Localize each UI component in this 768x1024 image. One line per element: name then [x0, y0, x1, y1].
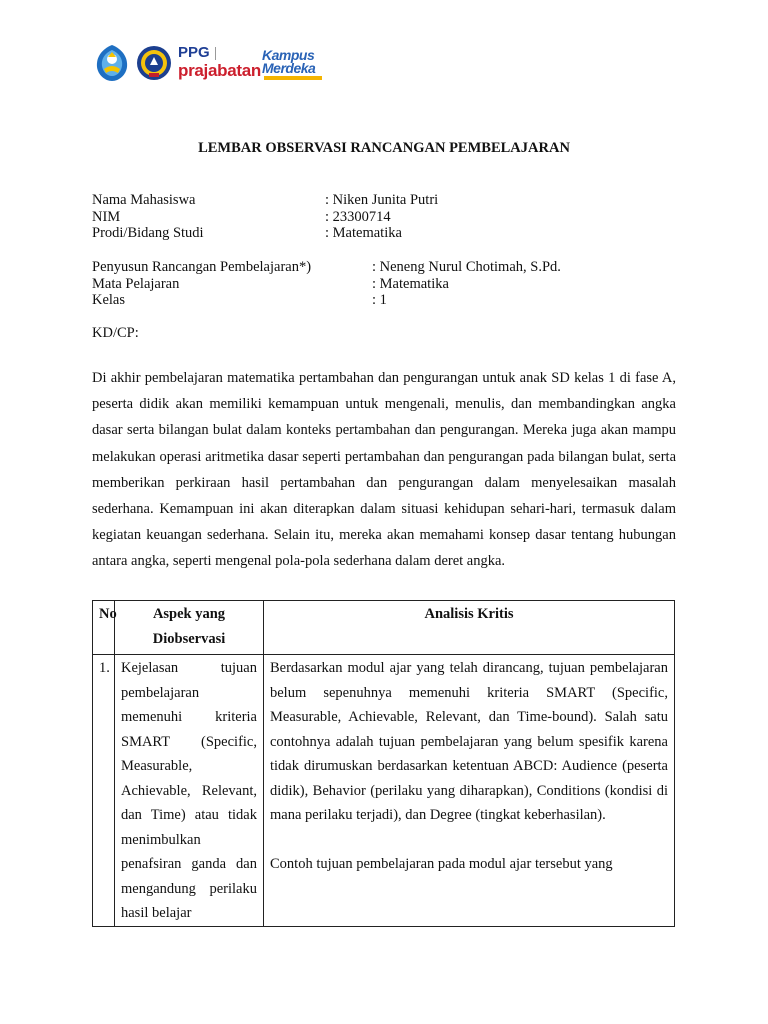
kampus-label: Kampus: [262, 47, 315, 63]
merdeka-label: Merdeka: [262, 60, 316, 76]
ppg-label: PPG: [178, 44, 210, 61]
paragraph-gap: [270, 828, 668, 853]
analisis-paragraph-1: Berdasarkan modul ajar yang telah dirancang, tujuan pembelajaran belum sepenuhnya memenuhi kriteria SMART (Specific, Measurable, Achievable, Relevant, dan Time-bound). Salah satu contohnya adalah tujuan pembelajaran yang belum spesifik karena tidak dirumuskan berdasarkan ketentuan ABCD: Audience (peserta didik), Behavior (perilaku yang diharapkan), Conditions (kondisi di mana perilaku terjadi), dan Degree (tingkat keberhasilan).: [270, 660, 668, 823]
info-label: Prodi/Bidang Studi: [92, 225, 204, 241]
cell-aspek: Kejelasan tujuan pembelajaran memenuhi kriteria SMART (Specific, Measurable, Achievable, Relevant, dan Time) atau tidak menimbulkan penafsiran ganda dan mengandung perilaku hasil belajar: [115, 655, 264, 927]
header-analisis: Analisis Kritis: [264, 601, 675, 655]
observation-table: [92, 600, 675, 927]
info-value: : Niken Junita Putri: [325, 192, 439, 208]
kd-cp-paragraph: Di akhir pembelajaran matematika pertambahan dan pengurangan untuk anak SD kelas 1 di fase A, peserta didik akan memiliki kemampuan untuk mengenali, menulis, dan membandingkan angka dasar serta bilangan bulat dalam konteks pertambahan dan pengurangan. Mereka juga akan mampu melakukan operasi aritmetika dasar seperti pertambahan dan pengurangan pada bilangan bulat, serta memberikan perkiraan hasil pertambahan dan pengurangan dalam menyelesaikan masalah sederhana. Kemampuan ini akan diterapkan dalam situasi kehidupan sehari-hari, termasuk dalam kegiatan keuangan sederhana. Selain itu, mereka akan memahami konsep dasar tentang hubungan antara angka, seperti mengenal pola-pola sederhana dalam deret angka.: [92, 370, 676, 570]
analisis-paragraph-2: Contoh tujuan pembelajaran pada modul ajar tersebut yang: [270, 856, 613, 872]
info-label: Nama Mahasiswa: [92, 192, 196, 208]
cell-no: 1.: [93, 655, 115, 927]
info-label: NIM: [92, 208, 121, 225]
info-value: : Matematika: [372, 275, 449, 292]
info-label: Mata Pelajaran: [92, 275, 180, 292]
info-label: Penyusun Rancangan Pembelajaran*): [92, 259, 312, 275]
header-aspek: Aspek yang Diobservasi: [115, 601, 264, 655]
prajabatan-label: prajabatan: [178, 61, 261, 80]
info-label: Kelas: [92, 292, 126, 308]
table-row: [93, 655, 675, 927]
info-value: : Neneng Nurul Chotimah, S.Pd.: [372, 259, 561, 275]
info-value: : 1: [372, 292, 387, 308]
document-title: LEMBAR OBSERVASI RANCANGAN PEMBELAJARAN: [198, 140, 570, 156]
kd-cp-label: KD/CP:: [92, 325, 139, 341]
info-value: : 23300714: [325, 208, 391, 225]
header-no: No: [93, 601, 115, 655]
table-header-row: [93, 601, 675, 655]
info-value: : Matematika: [325, 225, 402, 241]
cell-analisis: [264, 655, 675, 927]
